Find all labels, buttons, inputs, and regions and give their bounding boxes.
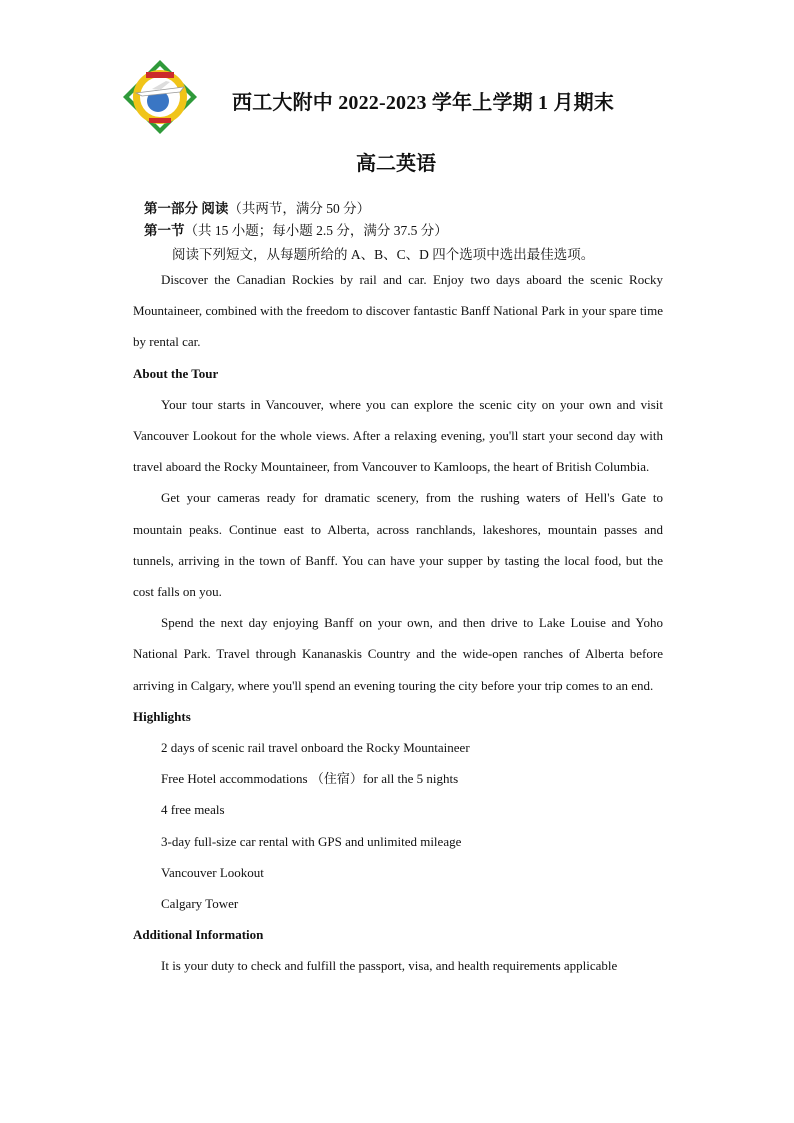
passage-intro: Discover the Canadian Rockies by rail and car. Enjoy two days aboard the scenic Rocky Mountaineer, combined with the freedom to discover fantastic Banff National Park in your spare time by rental car. xyxy=(133,272,663,350)
subject-title: 高二英语 xyxy=(356,153,436,175)
section-label: 第一节 xyxy=(144,223,185,238)
part-score: （共两节，满分 50 分） xyxy=(228,201,371,216)
about-paragraph-2: Get your cameras ready for dramatic scenery, from the rushing waters of Hell's Gate to mountain peaks. Continue east to Alberta, across ranchlands, lakeshores, mountain passes and tunnels, arriving in the town of Banff. You can have your supper by tasting the local food, but the cost falls on you. xyxy=(133,490,663,600)
about-paragraph-3: Spend the next day enjoying Banff on your own, and then drive to Lake Louise and Yoho National Park. Travel through Kananaskis Country and the wide-open ranches of Alberta before arriving in Calgary, where you'll spend an evening touring the city before your trip comes to an end. xyxy=(133,615,663,693)
part-label: 第一部分 阅读 xyxy=(144,201,229,216)
about-heading: About the Tour xyxy=(133,365,219,381)
highlight-item: 3-day full-size car rental with GPS and unlimited mileage xyxy=(161,833,462,849)
instruction: 阅读下列短文，从每题所给的 A、B、C、D 四个选项中选出最佳选项。 xyxy=(172,247,595,262)
highlight-item: Free Hotel accommodations （住宿）for all the 5 nights xyxy=(161,771,459,787)
highlight-item: Calgary Tower xyxy=(161,896,239,912)
section-score: （共 15 小题；每小题 2.5 分，满分 37.5 分） xyxy=(184,223,448,238)
exam-title: 西工大附中 2022-2023 学年上学期 1 月期末 xyxy=(232,92,615,114)
reading-passage xyxy=(133,264,663,982)
logo-banner xyxy=(146,72,174,78)
highlights-heading: Highlights xyxy=(133,708,191,724)
highlight-item: 4 free meals xyxy=(161,802,225,818)
additional-paragraph-1: It is your duty to check and fulfill the passport, visa, and health requirements applicable xyxy=(161,958,618,974)
school-logo xyxy=(122,59,198,135)
logo-banner-bottom xyxy=(149,118,171,123)
highlight-item: 2 days of scenic rail travel onboard the Rocky Mountaineer xyxy=(161,740,470,756)
about-paragraph-1: Your tour starts in Vancouver, where you can explore the scenic city on your own and visit Vancouver Lookout for the whole views. After a relaxing evening, you'll start your second day with travel aboard the Rocky Mountaineer, from Vancouver to Kamloops, the heart of British Columbia. xyxy=(133,396,663,475)
part-heading xyxy=(144,197,370,217)
section-heading xyxy=(144,219,448,239)
additional-heading: Additional Information xyxy=(133,927,264,943)
highlight-item: Vancouver Lookout xyxy=(161,864,264,880)
